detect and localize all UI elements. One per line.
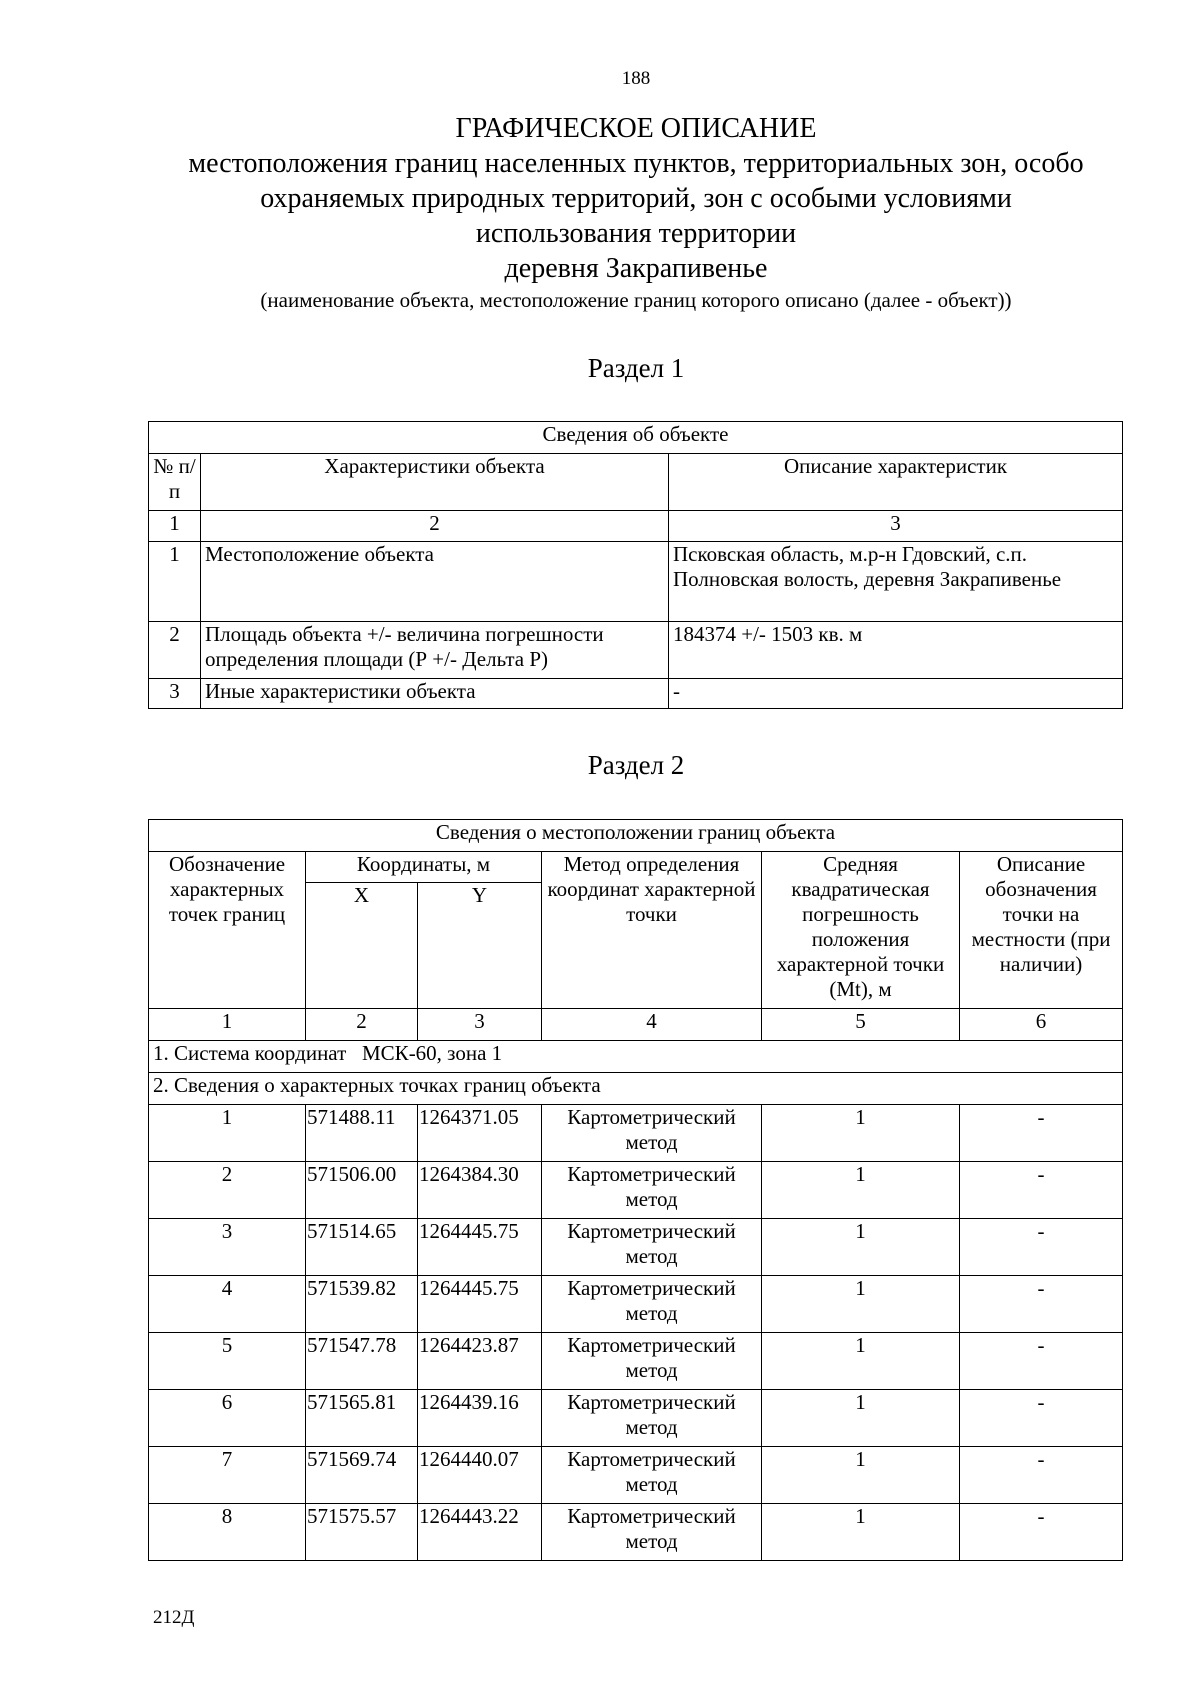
- point-method: Картометрический метод: [542, 1504, 762, 1561]
- header-y: Y: [418, 883, 542, 1009]
- table-row: [149, 622, 1123, 679]
- header-method: Метод определения координат характерной точки: [542, 852, 762, 1009]
- header-coordinates: Координаты, м: [306, 852, 542, 883]
- table-row: [149, 1105, 1123, 1162]
- section-1-heading: Раздел 1: [587, 353, 685, 383]
- point-id: 2: [149, 1162, 306, 1219]
- column-number: 5: [762, 1009, 960, 1041]
- row-num: 3: [149, 679, 201, 709]
- row-characteristic: Площадь объекта +/- величина погрешности определения площади (Р +/- Дельта Р): [201, 622, 669, 679]
- point-mt: 1: [762, 1333, 960, 1390]
- column-number: 1: [149, 1009, 306, 1041]
- subtitle-line-1: местоположения границ населенных пунктов, территориальных зон, особо: [188, 148, 1084, 179]
- boundary-points-table: [148, 819, 1123, 1561]
- point-y: 1264443.22: [418, 1504, 542, 1561]
- table-row: [149, 1333, 1123, 1390]
- point-y: 1264384.30: [418, 1162, 542, 1219]
- point-mt: 1: [762, 1162, 960, 1219]
- column-number: 4: [542, 1009, 762, 1041]
- point-method: Картометрический метод: [542, 1105, 762, 1162]
- point-id: 6: [149, 1390, 306, 1447]
- point-id: 7: [149, 1447, 306, 1504]
- point-x: 571565.81: [306, 1390, 418, 1447]
- document-title: ГРАФИЧЕСКОЕ ОПИСАНИЕ: [455, 113, 817, 144]
- point-id: 1: [149, 1105, 306, 1162]
- point-x: 571539.82: [306, 1276, 418, 1333]
- header-description: Описание характеристик: [669, 454, 1123, 511]
- point-x: 571569.74: [306, 1447, 418, 1504]
- coordinate-system: 1. Система координат МСК-60, зона 1: [149, 1041, 1123, 1073]
- point-y: 1264423.87: [418, 1333, 542, 1390]
- point-y: 1264445.75: [418, 1219, 542, 1276]
- point-method: Картометрический метод: [542, 1333, 762, 1390]
- point-x: 571575.57: [306, 1504, 418, 1561]
- table-row: [149, 1276, 1123, 1333]
- column-number: 1: [149, 511, 201, 542]
- row-description: Псковская область, м.р-н Гдовский, с.п. Полновская волость, деревня Закрапивенье: [669, 542, 1123, 622]
- section-2-heading: Раздел 2: [587, 750, 685, 780]
- footer-code: 212Д: [153, 1607, 195, 1628]
- column-number: 6: [960, 1009, 1123, 1041]
- point-x: 571506.00: [306, 1162, 418, 1219]
- column-number: 3: [418, 1009, 542, 1041]
- table-row: [149, 1162, 1123, 1219]
- point-description: -: [960, 1390, 1123, 1447]
- point-description: -: [960, 1276, 1123, 1333]
- point-y: 1264371.05: [418, 1105, 542, 1162]
- header-num: № п/п: [149, 454, 201, 511]
- point-description: -: [960, 1447, 1123, 1504]
- point-method: Картометрический метод: [542, 1390, 762, 1447]
- column-number: 2: [201, 511, 669, 542]
- point-method: Картометрический метод: [542, 1219, 762, 1276]
- points-caption: 2. Сведения о характерных точках границ объекта: [149, 1073, 1123, 1105]
- row-characteristic: Местоположение объекта: [201, 542, 669, 622]
- point-x: 571514.65: [306, 1219, 418, 1276]
- column-number: 2: [306, 1009, 418, 1041]
- row-num: 1: [149, 542, 201, 622]
- column-number: 3: [669, 511, 1123, 542]
- point-mt: 1: [762, 1390, 960, 1447]
- point-x: 571547.78: [306, 1333, 418, 1390]
- coord-table-caption: Сведения о местоположении границ объекта: [149, 820, 1123, 852]
- point-y: 1264445.75: [418, 1276, 542, 1333]
- table-row: [149, 1504, 1123, 1561]
- point-description: -: [960, 1504, 1123, 1561]
- point-mt: 1: [762, 1219, 960, 1276]
- table-row: [149, 1390, 1123, 1447]
- subtitle-line-3: использования территории: [475, 218, 797, 249]
- point-y: 1264440.07: [418, 1447, 542, 1504]
- header-designation: Обозначение характерных точек границ: [149, 852, 306, 1009]
- table-row: [149, 542, 1123, 622]
- points-body: [149, 1105, 1123, 1561]
- subtitle-line-2: охраняемых природных территорий, зон с особыми условиями: [260, 183, 1012, 214]
- point-id: 8: [149, 1504, 306, 1561]
- point-description: -: [960, 1219, 1123, 1276]
- header-error: Средняя квадратическая погрешность положения характерной точки (Mt), м: [762, 852, 960, 1009]
- point-mt: 1: [762, 1276, 960, 1333]
- point-id: 4: [149, 1276, 306, 1333]
- point-id: 5: [149, 1333, 306, 1390]
- table-row: [149, 1219, 1123, 1276]
- page-number: 188: [621, 68, 651, 89]
- point-description: -: [960, 1333, 1123, 1390]
- table-row: [149, 1447, 1123, 1504]
- point-mt: 1: [762, 1504, 960, 1561]
- header-point-description: Описание обозначения точки на местности (при наличии): [960, 852, 1123, 1009]
- row-description: 184374 +/- 1503 кв. м: [669, 622, 1123, 679]
- row-num: 2: [149, 622, 201, 679]
- point-method: Картометрический метод: [542, 1162, 762, 1219]
- point-description: -: [960, 1105, 1123, 1162]
- row-characteristic: Иные характеристики объекта: [201, 679, 669, 709]
- info-table-caption: Сведения об объекте: [149, 422, 1123, 454]
- point-description: -: [960, 1162, 1123, 1219]
- point-x: 571488.11: [306, 1105, 418, 1162]
- object-info-table: [148, 421, 1123, 709]
- object-name: деревня Закрапивенье: [504, 253, 768, 284]
- header-characteristics: Характеристики объекта: [201, 454, 669, 511]
- row-description: -: [669, 679, 1123, 709]
- table-row: [149, 679, 1123, 709]
- point-id: 3: [149, 1219, 306, 1276]
- object-name-note: (наименование объекта, местоположение границ которого описано (далее - объект)): [260, 288, 1012, 312]
- header-x: X: [306, 883, 418, 1009]
- point-method: Картометрический метод: [542, 1276, 762, 1333]
- point-y: 1264439.16: [418, 1390, 542, 1447]
- point-mt: 1: [762, 1105, 960, 1162]
- point-mt: 1: [762, 1447, 960, 1504]
- point-method: Картометрический метод: [542, 1447, 762, 1504]
